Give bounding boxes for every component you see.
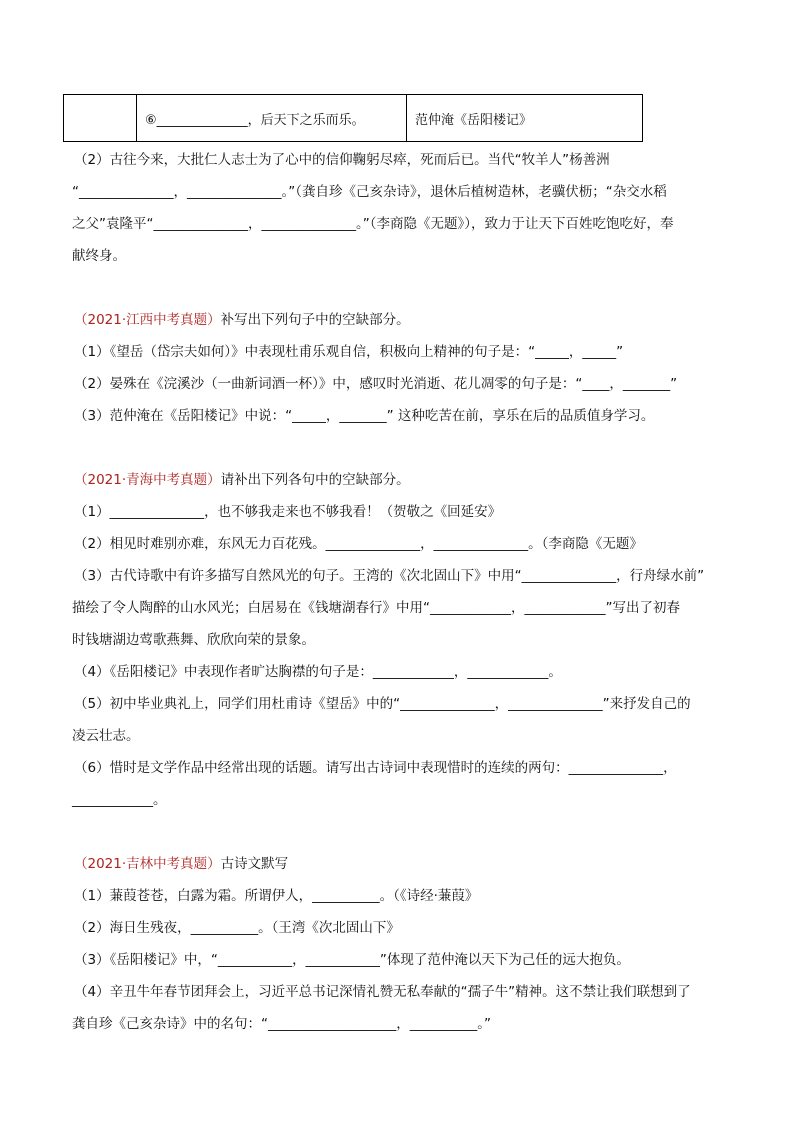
question-1: （1）《望岳（岱宗夫如何）》中表现杜甫乐观自信，积极向上精神的句子是：“_____，_____” — [74, 344, 624, 360]
question-1: （1）蒹葭苍苍，白露为霜。所谓伊人，__________。（《诗经·蒹葭》 — [74, 888, 479, 904]
exam-source-tag: （2021·吉林中考真题） — [74, 856, 221, 872]
answer-table — [63, 94, 643, 142]
table-sentence-cell: ⑥______________，后天下之乐而乐。 — [137, 95, 407, 141]
question-3-line-1: （3）古代诗歌中有许多描写自然风光的句子。王湾的《次北固山下》中用“______________，行舟绿水前” — [74, 568, 705, 584]
question-6-line-2: ____________。 — [72, 792, 167, 808]
question-5-line-1: （5）初中毕业典礼上，同学们用杜甫诗《望岳》中的“______________，______________”来抒发自己的 — [74, 696, 691, 712]
intro-line-4: 献终身。 — [72, 248, 126, 264]
intro-line-3: 之父”袁隆平“______________，______________。”（李商隐《无题》），致力于让天下百姓吃饱吃好，奉 — [72, 216, 674, 232]
exam-source-tag: （2021·青海中考真题） — [74, 472, 221, 488]
question-3: （3）范仲淹在《岳阳楼记》中说：“_____，_______” 这种吃苦在前，享乐在后的品质值身学习。 — [74, 408, 655, 424]
section-title: 古诗文默写 — [220, 856, 289, 872]
section-qinghai-heading — [74, 470, 734, 490]
question-4: （4）《岳阳楼记》中表现作者旷达胸襟的句子是：____________，____________。 — [74, 664, 562, 680]
section-jiangxi-heading — [74, 310, 734, 330]
intro-line-1: （2）古往今来，大批仁人志士为了心中的信仰鞠躬尽瘁，死而后已。当代“牧羊人”杨善洲 — [74, 152, 610, 168]
question-4-line-1: （4）辛丑牛年春节团拜会上，习近平总书记深情礼赞无私奉献的“孺子牛”精神。这不禁让我们联想到了 — [74, 984, 691, 1000]
question-4-line-2: 龚自珍《己亥杂诗》中的名句：“___________________，__________。” — [72, 1016, 491, 1032]
table-source-cell: 范仲淹《岳阳楼记》 — [415, 112, 533, 128]
question-5-line-2: 凌云壮志。 — [72, 728, 140, 744]
question-3: （3）《岳阳楼记》中，“___________，___________”体现了范仲淹以天下为己任的远大抱负。 — [74, 952, 630, 968]
section-jilin-heading — [74, 854, 734, 874]
section-title: 请补出下列各句中的空缺部分。 — [220, 472, 410, 488]
question-2: （2）相见时难别亦难，东风无力百花残。______________，______________。（李商隐《无题》 — [74, 536, 643, 552]
question-1: （1）______________，也不够我走来也不够我看！（贺敬之《回延安》 — [74, 504, 502, 520]
table-number-cell — [64, 95, 137, 141]
question-3-line-3: 时钱塘湖边莺歌燕舞、欣欣向荣的景象。 — [72, 632, 315, 648]
question-2: （2）海日生残夜，__________。（王湾《次北固山下》 — [74, 920, 400, 936]
intro-line-2: “______________，______________。”（龚自珍《己亥杂诗》，退休后植树造林，老骥伏枥；“杂交水稻 — [72, 184, 667, 200]
exam-source-tag: （2021·江西中考真题） — [74, 312, 221, 328]
question-2: （2）晏殊在《浣溪沙（一曲新词酒一杯）》中，感叹时光消逝、花儿凋零的句子是：“____，_______” — [74, 376, 678, 392]
question-6-line-1: （6）惜时是文学作品中经常出现的话题。请写出古诗词中表现惜时的连续的两句：______________， — [74, 760, 677, 776]
question-3-line-2: 描绘了令人陶醉的山水风光；白居易在《钱塘湖春行》中用“____________，____________”写出了初春 — [72, 600, 680, 616]
section-title: 补写出下列句子中的空缺部分。 — [220, 312, 410, 328]
